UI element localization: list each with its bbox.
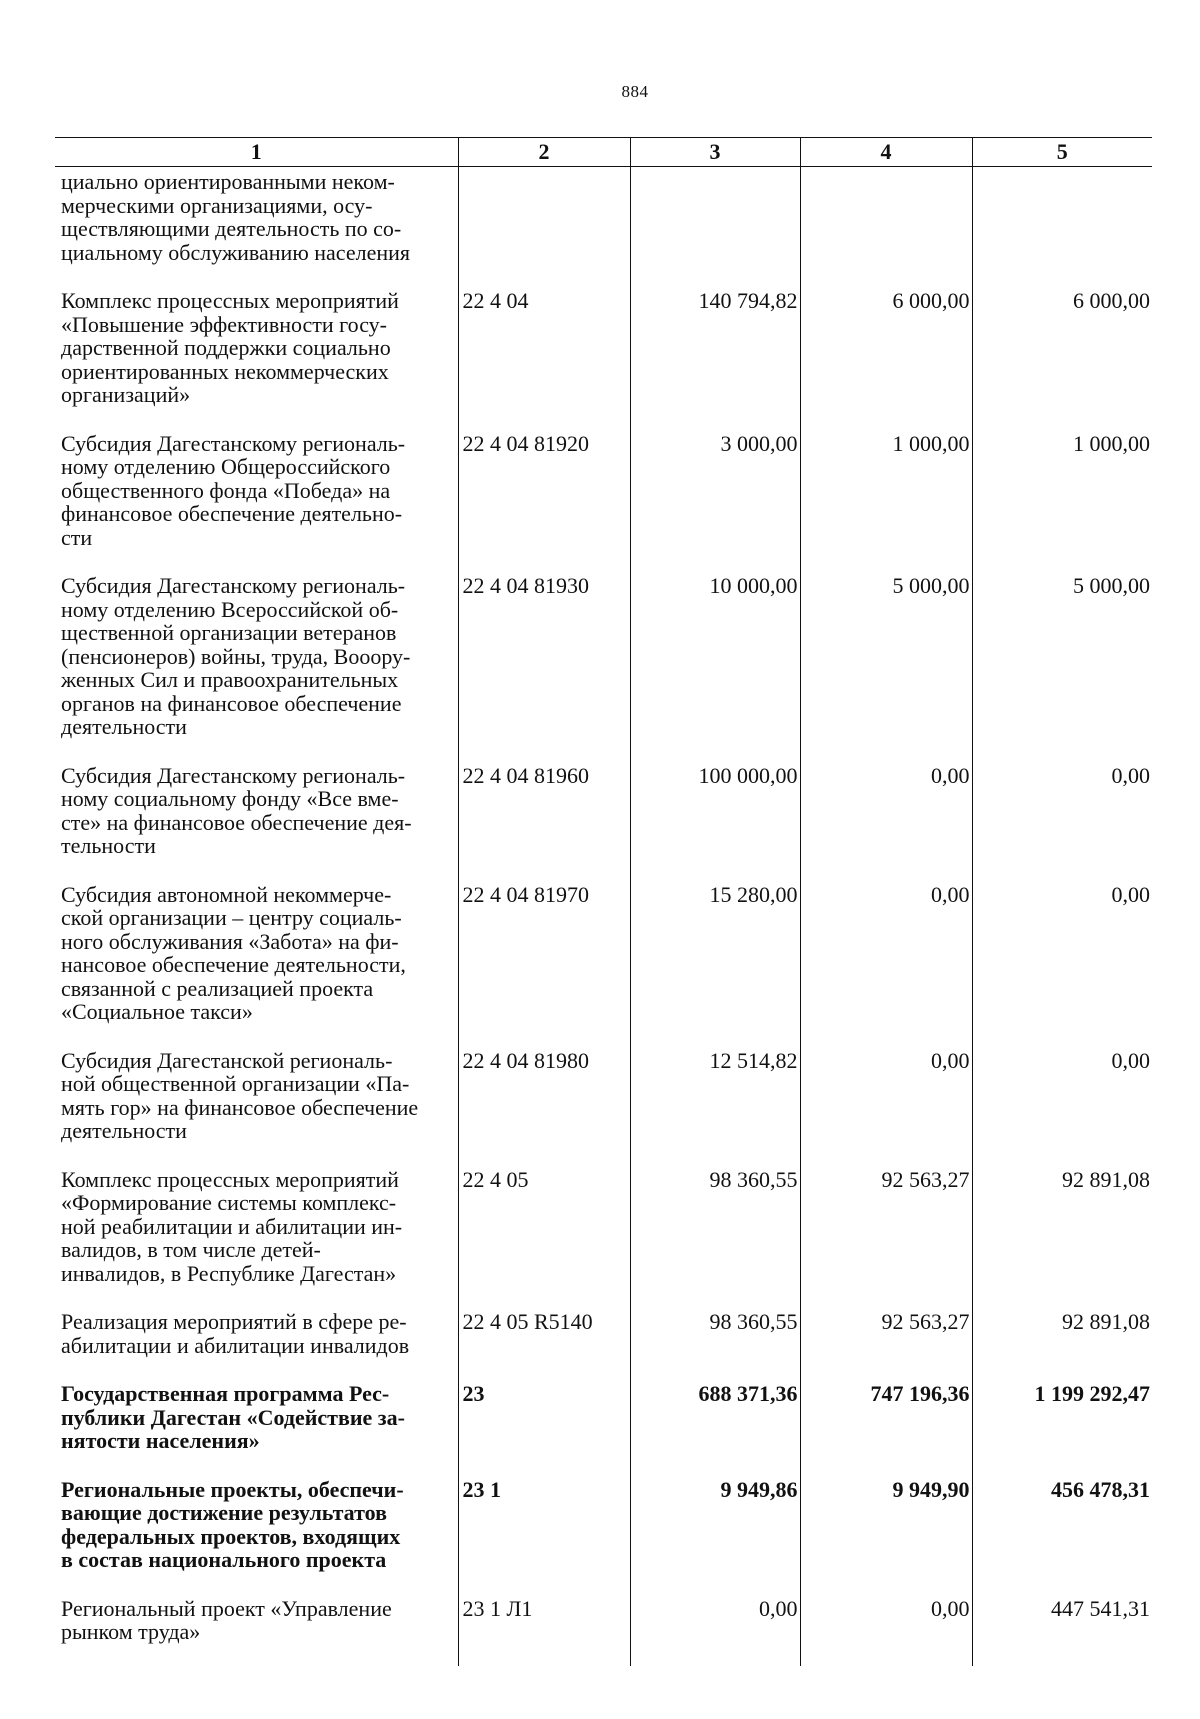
row-value-4-cell: 92 563,27 <box>800 1168 972 1311</box>
row-value-5-cell: 92 891,08 <box>972 1310 1152 1382</box>
table-row <box>55 1168 1152 1311</box>
row-name-cell: Субсидия Дагестанскому региональ- ному отделению Всероссийской об- щественной организации ветеранов (пенсионеров) войны, труда, Вооору- женных Сил и правоохранительных органов на финансовое обеспечение деятельности <box>61 573 411 739</box>
column-header-1: 1 <box>55 138 458 167</box>
row-name-cell: Субсидия автономной некоммерче- ской организации – центру социаль- ного обслуживания «Забота» на фи- нансовое обеспечение деятельности, связанной с реализацией проекта «Социальное такси» <box>61 881 406 1024</box>
table-body <box>55 167 1152 1666</box>
table-row <box>55 1597 1152 1666</box>
row-code-cell: 23 <box>458 1382 630 1478</box>
row-code-cell: 23 1 Л1 <box>458 1597 630 1666</box>
row-code-cell: 22 4 05 <box>458 1168 630 1311</box>
row-code-cell: 22 4 04 81970 <box>458 883 630 1049</box>
row-code-cell: 22 4 04 81930 <box>458 574 630 764</box>
row-name-cell: Реализация мероприятий в сфере ре- абилитации и абилитации инвалидов <box>61 1309 410 1358</box>
row-value-4-cell: 9 949,90 <box>800 1478 972 1597</box>
table-row <box>55 883 1152 1049</box>
row-value-5-cell <box>972 167 1152 290</box>
row-value-5-cell: 447 541,31 <box>972 1597 1152 1666</box>
row-code-cell: 23 1 <box>458 1478 630 1597</box>
table-row <box>55 574 1152 764</box>
row-value-4-cell: 0,00 <box>800 1049 972 1168</box>
row-name-cell: Государственная программа Рес- публики Дагестан «Содействие за- нятости населения» <box>61 1381 405 1453</box>
row-value-5-cell: 0,00 <box>972 883 1152 1049</box>
table-row <box>55 764 1152 883</box>
row-value-3-cell: 15 280,00 <box>630 883 800 1049</box>
row-name-cell: циально ориентированными неком- мерческими организациями, осу- ществляющими деятельность по со- циальному обслуживанию населения <box>61 169 411 265</box>
table-row <box>55 167 1152 290</box>
row-value-5-cell: 0,00 <box>972 1049 1152 1168</box>
row-name-cell: Субсидия Дагестанскому региональ- ному социальному фонду «Все вме- сте» на финансовое обеспечение дея- тельности <box>61 762 412 858</box>
row-value-3-cell: 9 949,86 <box>630 1478 800 1597</box>
row-value-4-cell: 1 000,00 <box>800 432 972 575</box>
column-header-2: 2 <box>458 138 630 167</box>
row-value-3-cell: 688 371,36 <box>630 1382 800 1478</box>
row-code-cell: 22 4 05 R5140 <box>458 1310 630 1382</box>
row-value-3-cell: 98 360,55 <box>630 1168 800 1311</box>
row-value-3-cell: 140 794,82 <box>630 289 800 432</box>
table-row <box>55 1310 1152 1382</box>
row-code-cell: 22 4 04 <box>458 289 630 432</box>
row-value-4-cell: 0,00 <box>800 764 972 883</box>
row-value-3-cell: 100 000,00 <box>630 764 800 883</box>
row-value-3-cell: 98 360,55 <box>630 1310 800 1382</box>
table-row <box>55 1478 1152 1597</box>
table-row <box>55 432 1152 575</box>
row-value-4-cell: 0,00 <box>800 1597 972 1666</box>
row-value-4-cell: 5 000,00 <box>800 574 972 764</box>
row-value-3-cell: 10 000,00 <box>630 574 800 764</box>
row-value-4-cell: 92 563,27 <box>800 1310 972 1382</box>
row-value-3-cell <box>630 167 800 290</box>
row-value-5-cell: 1 199 292,47 <box>972 1382 1152 1478</box>
table-row <box>55 1049 1152 1168</box>
row-name-cell: Региональные проекты, обеспечи- вающие достижение результатов федеральных проектов, входящих в состав национального проекта <box>61 1476 404 1572</box>
row-value-5-cell: 0,00 <box>972 764 1152 883</box>
row-value-5-cell: 6 000,00 <box>972 289 1152 432</box>
row-value-5-cell: 1 000,00 <box>972 432 1152 575</box>
row-name-cell: Субсидия Дагестанскому региональ- ному отделению Общероссийского общественного фонда «Победа» на финансовое обеспечение деятельно- сти <box>61 430 406 550</box>
row-name-cell: Комплекс процессных мероприятий «Повышение эффективности госу- дарственной поддержки социально ориентированных некоммерческих организаций» <box>61 288 399 407</box>
row-value-4-cell <box>800 167 972 290</box>
row-value-3-cell: 3 000,00 <box>630 432 800 575</box>
row-value-5-cell: 92 891,08 <box>972 1168 1152 1311</box>
row-name-cell: Региональный проект «Управление рынком труда» <box>61 1595 392 1644</box>
row-value-4-cell: 0,00 <box>800 883 972 1049</box>
column-header-5: 5 <box>972 138 1152 167</box>
budget-table <box>55 137 1152 1666</box>
table-row <box>55 289 1152 432</box>
row-value-3-cell: 12 514,82 <box>630 1049 800 1168</box>
table-row <box>55 1382 1152 1478</box>
row-code-cell: 22 4 04 81980 <box>458 1049 630 1168</box>
page-number: 884 <box>621 82 649 101</box>
row-name-cell: Комплекс процессных мероприятий «Формирование системы комплекс- ной реабилитации и абилитации ин- валидов, в том числе детей- инвалидов, в Республике Дагестан» <box>61 1166 403 1286</box>
column-header-4: 4 <box>800 138 972 167</box>
row-value-4-cell: 747 196,36 <box>800 1382 972 1478</box>
row-value-3-cell: 0,00 <box>630 1597 800 1666</box>
row-code-cell <box>458 167 630 290</box>
row-code-cell: 22 4 04 81960 <box>458 764 630 883</box>
row-code-cell: 22 4 04 81920 <box>458 432 630 575</box>
column-header-3: 3 <box>630 138 800 167</box>
row-value-5-cell: 456 478,31 <box>972 1478 1152 1597</box>
row-value-4-cell: 6 000,00 <box>800 289 972 432</box>
table-header-row <box>55 138 1152 167</box>
row-value-5-cell: 5 000,00 <box>972 574 1152 764</box>
row-name-cell: Субсидия Дагестанской региональ- ной общественной организации «Па- мять гор» на финансовое обеспечение деятельности <box>61 1047 419 1143</box>
